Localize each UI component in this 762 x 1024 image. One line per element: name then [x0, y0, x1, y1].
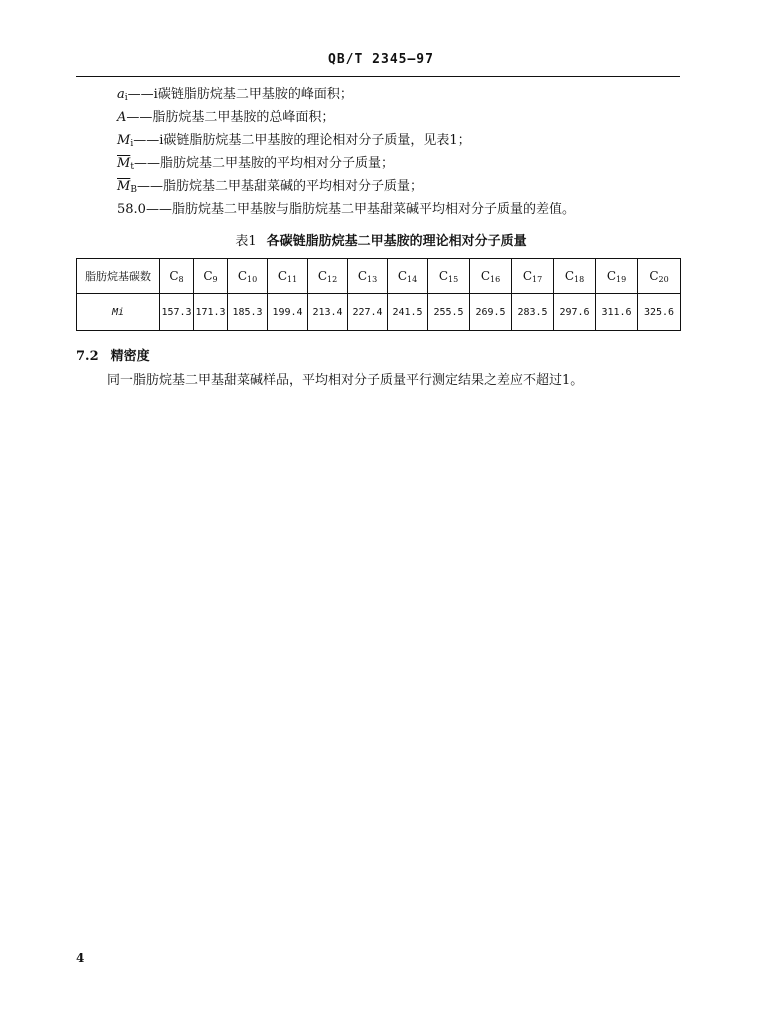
definition-text: ——脂肪烷基二甲基胺的平均相对分子质量；: [133, 156, 394, 171]
definition-symbol: $a_i$: [117, 87, 128, 103]
definition-text: ——i碳链脂肪烷基二甲基胺的理论相对分子质量，见表1；: [133, 133, 471, 148]
carbon-header-cell: C10: [228, 259, 268, 294]
value-row-label: Mi: [77, 294, 160, 331]
section-heading: [76, 345, 150, 364]
definition-item: [117, 132, 471, 153]
definition-symbol: $\overline{M}_t$: [117, 156, 134, 172]
section-paragraph: 同一脂肪烷基二甲基甜菜碱样品，平均相对分子质量平行测定结果之差应不超过1。: [107, 373, 584, 388]
mass-value-cell: 227.4: [348, 294, 388, 331]
mass-value-cell: 199.4: [268, 294, 308, 331]
definition-item: [117, 201, 575, 219]
header-divider: [76, 76, 680, 77]
mass-value-cell: 325.6: [638, 294, 681, 331]
definition-item: [117, 178, 423, 199]
carbon-header-cell: C16: [470, 259, 512, 294]
carbon-header-cell: C18: [554, 259, 596, 294]
table-header-row: [77, 259, 681, 294]
carbon-header-cell: C17: [512, 259, 554, 294]
mass-value-cell: 213.4: [308, 294, 348, 331]
mass-value-cell: 255.5: [428, 294, 470, 331]
mass-value-cell: 185.3: [228, 294, 268, 331]
table-value-row: [77, 294, 681, 331]
definition-symbol: $\overline{M}_B$: [117, 179, 137, 195]
page-number: 4: [76, 951, 85, 965]
carbon-header-cell: C9: [194, 259, 228, 294]
definition-text: ——脂肪烷基二甲基胺与脂肪烷基二甲基甜菜碱平均相对分子质量的差值。: [145, 202, 575, 217]
carbon-header-cell: C8: [160, 259, 194, 294]
definition-item: [117, 109, 334, 130]
row-header-label: 脂肪烷基碳数: [77, 259, 160, 294]
carbon-header-cell: C11: [268, 259, 308, 294]
mass-value-cell: 297.6: [554, 294, 596, 331]
mass-value-cell: 157.3: [160, 294, 194, 331]
definition-symbol: $M_i$: [117, 133, 134, 149]
mass-value-cell: 241.5: [388, 294, 428, 331]
definition-item: [117, 86, 353, 107]
carbon-header-cell: C15: [428, 259, 470, 294]
carbon-header-cell: C19: [596, 259, 638, 294]
standard-code-header: QB/T 2345—97: [328, 52, 434, 67]
definition-text: ——脂肪烷基二甲基胺的总峰面积；: [126, 110, 335, 125]
molecular-mass-table: [76, 258, 681, 331]
mass-value-cell: 283.5: [512, 294, 554, 331]
section-number: 7.2: [76, 349, 99, 364]
definition-text: ——脂肪烷基二甲基甜菜碱的平均相对分子质量；: [136, 179, 423, 194]
mass-value-cell: 311.6: [596, 294, 638, 331]
definition-item: [117, 155, 394, 176]
carbon-header-cell: C13: [348, 259, 388, 294]
mass-value-cell: 171.3: [194, 294, 228, 331]
mass-value-cell: 269.5: [470, 294, 512, 331]
carbon-header-cell: C14: [388, 259, 428, 294]
table-number: 表1: [235, 234, 257, 249]
carbon-header-cell: C20: [638, 259, 681, 294]
section-title: 精密度: [110, 349, 150, 364]
carbon-header-cell: C12: [308, 259, 348, 294]
definition-text: ——i碳链脂肪烷基二甲基胺的峰面积；: [127, 87, 353, 102]
definition-symbol: 58.0: [117, 202, 146, 217]
definition-symbol: A: [117, 110, 127, 125]
table-caption: [0, 230, 762, 249]
table-title: 各碳链脂肪烷基二甲基胺的理论相对分子质量: [266, 234, 527, 249]
